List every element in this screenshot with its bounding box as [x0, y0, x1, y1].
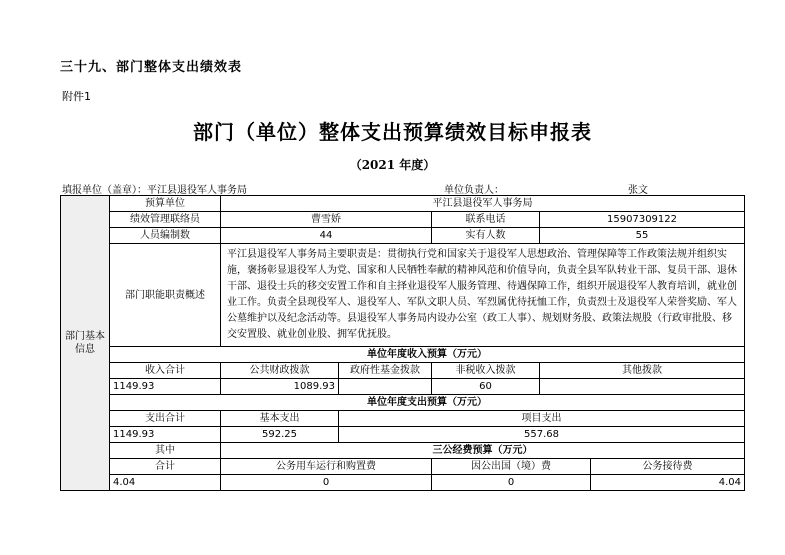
expense-val-total: 1149.93 — [110, 427, 221, 443]
table-row — [61, 459, 745, 475]
three-val-reception: 4.04 — [591, 475, 745, 491]
attachment-label: 附件1 — [62, 90, 91, 103]
table-row — [61, 363, 745, 379]
income-col-public: 公共财政拨款 — [221, 363, 339, 379]
table-row — [61, 443, 745, 459]
three-val-abroad: 0 — [432, 475, 591, 491]
reporting-unit: 填报单位（盖章）：平江县退役军人事务局 — [62, 185, 247, 196]
table-row — [61, 228, 745, 244]
unit-leader-label: 单位负责人： — [444, 185, 504, 196]
actual-value: 55 — [540, 228, 745, 244]
income-col-other: 其他拨款 — [540, 363, 745, 379]
table-row — [61, 379, 745, 395]
table-row — [61, 411, 745, 427]
expense-col-project: 项目支出 — [339, 411, 745, 427]
duty-text: 平江县退役军人事务局主要职责是：贯彻执行党和国家关于退役军人思想政治、管理保障等工作政策法规并组织实施，褒扬彰显退役军人为党、国家和人民牺牲奉献的精神风范和价值导向，负责全县军队转业干部、复员干部、退休干部、退役士兵的移交安置工作和自主择业退役军人服务管理、待遇保障工作，组织开展退役军人教育培训，就业创业工作。负责全县现役军人、退役军人、军队文职人员、军烈属优待抚恤工作，负责烈士及退役军人荣誉奖励、军人公墓维护以及纪念活动等。县退役军人事务局内设办公室（政工人事）、规划财务股、政策法规股（行政审批股、移交安置股、就业创业股、拥军优抚股。 — [221, 244, 745, 347]
actual-label: 实有人数 — [432, 228, 540, 244]
page-title: 部门（单位）整体支出预算绩效目标申报表 — [193, 120, 592, 144]
phone-label: 联系电话 — [432, 212, 540, 228]
three-val-vehicle: 0 — [221, 475, 432, 491]
income-col-nontax: 非税收入拨款 — [432, 363, 540, 379]
expense-val-project: 557.68 — [339, 427, 745, 443]
expense-val-basic: 592.25 — [221, 427, 339, 443]
table-row — [61, 212, 745, 228]
income-val-public: 1089.93 — [221, 379, 339, 395]
section-heading: 三十九、部门整体支出绩效表 — [60, 60, 243, 75]
income-header: 单位年度收入预算（万元） — [110, 347, 745, 363]
table-row — [61, 244, 745, 347]
budget-performance-table — [60, 195, 745, 491]
income-val-total: 1149.93 — [110, 379, 221, 395]
three-col-vehicle: 公务用车运行和购置费 — [221, 459, 432, 475]
table-row — [61, 347, 745, 363]
budget-unit-value: 平江县退役军人事务局 — [221, 196, 745, 212]
three-public-header: 三公经费预算（万元） — [221, 443, 745, 459]
three-val-total: 4.04 — [110, 475, 221, 491]
section-label: 部门基本信息 — [61, 196, 110, 491]
unit-leader-name: 张文 — [628, 185, 648, 196]
expense-header: 单位年度支出预算（万元） — [110, 395, 745, 411]
expense-col-basic: 基本支出 — [221, 411, 339, 427]
table-row — [61, 395, 745, 411]
income-val-fund — [339, 379, 432, 395]
table-row — [61, 196, 745, 212]
expense-col-total: 支出合计 — [110, 411, 221, 427]
table-row — [61, 427, 745, 443]
income-col-fund: 政府性基金拨款 — [339, 363, 432, 379]
three-col-abroad: 因公出国（境）费 — [432, 459, 591, 475]
report-year: （2021 年度） — [349, 158, 436, 172]
staff-label: 人员编制数 — [110, 228, 221, 244]
three-col-reception: 公务接待费 — [591, 459, 745, 475]
staff-value: 44 — [221, 228, 432, 244]
contact-value: 曹雪娇 — [221, 212, 432, 228]
income-val-nontax: 60 — [432, 379, 540, 395]
three-col-total: 合计 — [110, 459, 221, 475]
income-col-total: 收入合计 — [110, 363, 221, 379]
budget-unit-label: 预算单位 — [110, 196, 221, 212]
among-label: 其中 — [110, 443, 221, 459]
duty-label: 部门职能职责概述 — [110, 244, 221, 347]
table-row — [61, 475, 745, 491]
phone-value: 15907309122 — [540, 212, 745, 228]
contact-label: 绩效管理联络员 — [110, 212, 221, 228]
income-val-other — [540, 379, 745, 395]
